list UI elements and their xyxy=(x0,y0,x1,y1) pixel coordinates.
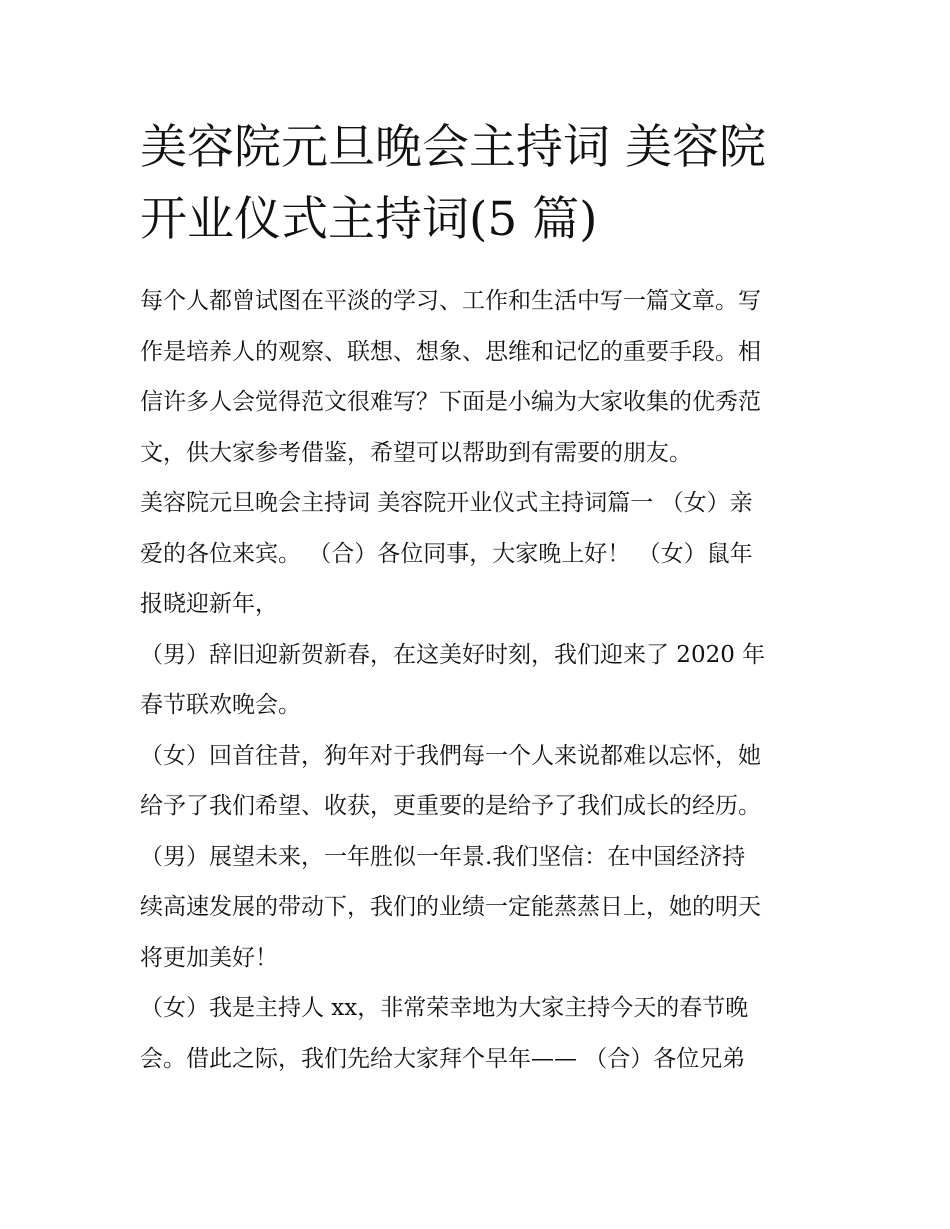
document-body xyxy=(140,276,820,1084)
text-line: 爱的各位来宾。 （合）各位同事，大家晚上好！ （女）鼠年 xyxy=(140,540,753,567)
paragraph-opening xyxy=(140,478,820,630)
text-line: （男）辞旧迎新贺新春，在这美好时刻，我们迎来了 2020 年 xyxy=(140,641,766,668)
text-line: 信许多人会觉得范文很难写？下面是小编为大家收集的优秀范 xyxy=(140,389,761,415)
paragraph-female-1 xyxy=(140,731,820,832)
document-title xyxy=(140,112,820,256)
text-line: 作是培养人的观察、联想、想象、思维和记忆的重要手段。相 xyxy=(140,338,761,365)
text-line: 每个人都曾试图在平淡的学习、工作和生活中写一篇文章。写 xyxy=(140,288,761,314)
text-line: 续高速发展的带动下，我们的业绩一定能蒸蒸日上，她的明天 xyxy=(140,894,761,920)
paragraph-male-2 xyxy=(140,832,820,984)
paragraph-intro xyxy=(140,276,820,478)
text-line: 会。借此之际，我们先给大家拜个早年—— （合）各位兄弟 xyxy=(140,1045,746,1072)
text-line: 报晓迎新年， xyxy=(140,591,278,617)
text-line: （女）我是主持人 xx，非常荣幸地为大家主持今天的春节晚 xyxy=(140,995,749,1021)
text-line: 美容院元旦晚会主持词 美容院开业仪式主持词篇一 （女）亲 xyxy=(140,490,753,516)
text-line: 文，供大家参考借鉴，希望可以帮助到有需要的朋友。 xyxy=(140,439,692,466)
text-line: 春节联欢晚会。 xyxy=(140,692,301,718)
title-line-2: 开业仪式主持词(5 篇) xyxy=(140,192,598,247)
text-line: （女）回首往昔，狗年对于我們每一个人来说都难以忘怀，她 xyxy=(140,742,761,769)
text-line: 将更加美好！ xyxy=(140,944,278,971)
text-line: （男）展望未来，一年胜似一年景.我们坚信：在中国经济持 xyxy=(140,843,746,870)
text-line: 给予了我们希望、收获，更重要的是给予了我们成长的经历。 xyxy=(140,793,761,819)
paragraph-female-2 xyxy=(140,983,820,1084)
title-line-1: 美容院元旦晚会主持词 美容院 xyxy=(140,120,766,175)
paragraph-male-1 xyxy=(140,630,820,731)
